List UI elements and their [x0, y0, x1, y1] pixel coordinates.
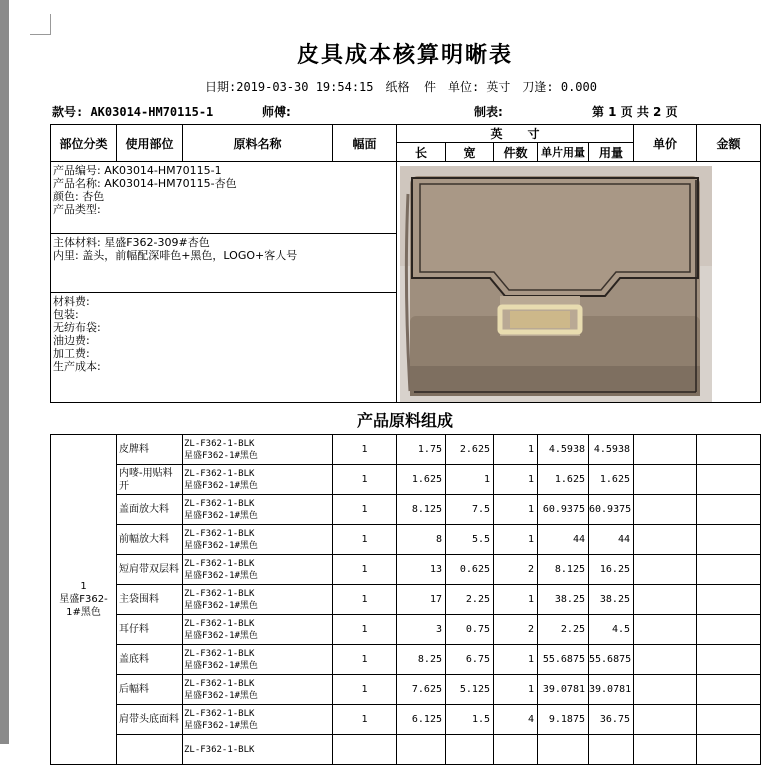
wid-cell: 2.25: [446, 585, 494, 615]
amount-cell: [697, 495, 761, 525]
product-color: 颜色: 杏色: [53, 190, 105, 203]
amount-cell: [697, 525, 761, 555]
count-cell: 1: [494, 645, 538, 675]
use-part-cell: 盖面放大料: [117, 495, 183, 525]
material-name-line: 星盛F362-1#黑色: [184, 510, 258, 521]
count-cell: 1: [494, 435, 538, 465]
usage-cell: [589, 735, 634, 765]
lining: 内里: 盖头，前幅配深啡色+黑色，LOGO+客人号: [53, 249, 298, 263]
use-part-cell: 皮牌料: [117, 435, 183, 465]
price-cell: [634, 615, 697, 645]
width-cell: 1: [333, 435, 397, 465]
material-info: [51, 234, 397, 292]
wid-cell: [446, 735, 494, 765]
use-part-cell: 耳仔料: [117, 615, 183, 645]
header-length: 长: [397, 143, 446, 162]
product-name: 产品名称: AK03014-HM70115-杏色: [53, 177, 237, 190]
use-part-cell: 肩带头底面料: [117, 705, 183, 735]
amount-cell: [697, 735, 761, 765]
section-title: 产品原料组成: [356, 411, 453, 430]
wid-cell: 0.625: [446, 555, 494, 585]
amount-cell: [697, 555, 761, 585]
usage-cell: 44: [589, 525, 634, 555]
usage-cell: 1.625: [589, 465, 634, 495]
table-row: [51, 675, 761, 705]
table-row: [51, 525, 761, 555]
material-name-line: ZL-F362-1-BLK: [184, 708, 255, 719]
table-row: [51, 495, 761, 525]
amount-cell: [697, 705, 761, 735]
use-part-cell: [117, 735, 183, 765]
width-cell: 1: [333, 555, 397, 585]
length-cell: 6.125: [397, 705, 446, 735]
width-cell: 1: [333, 705, 397, 735]
count-cell: 1: [494, 525, 538, 555]
amount-cell: [697, 435, 761, 465]
header-part: 部位分类: [51, 125, 117, 162]
single-usage-cell: 38.25: [538, 585, 589, 615]
wid-cell: 7.5: [446, 495, 494, 525]
use-part-cell: 内嘜-用贴料开: [117, 465, 183, 495]
usage-cell: 16.25: [589, 555, 634, 585]
wid-cell: 6.75: [446, 645, 494, 675]
amount-cell: [697, 465, 761, 495]
price-cell: [634, 555, 697, 585]
price-cell: [634, 435, 697, 465]
group-label-line: 星盛F362-: [59, 594, 108, 605]
width-cell: 1: [333, 615, 397, 645]
width-cell: 1: [333, 495, 397, 525]
count-cell: 1: [494, 585, 538, 615]
header-wid: 宽: [446, 143, 494, 162]
product-code: 产品编号: AK03014-HM70115-1: [53, 164, 222, 177]
cost-processing: 加工费:: [53, 346, 90, 360]
count-cell: 2: [494, 555, 538, 585]
page-left-margin-bar: [0, 0, 9, 744]
single-usage-cell: 39.0781: [538, 675, 589, 705]
length-cell: 17: [397, 585, 446, 615]
length-cell: 1.625: [397, 465, 446, 495]
table-row: [51, 615, 761, 645]
length-cell: [397, 735, 446, 765]
meta-paper: 纸格 件: [385, 80, 436, 94]
length-cell: 8.25: [397, 645, 446, 675]
material-name-line: ZL-F362-1-BLK: [184, 438, 255, 449]
material-cell: [183, 465, 333, 495]
count-cell: [494, 735, 538, 765]
table-row: [51, 735, 761, 765]
style-number: 款号: AK03014-HM70115-1: [52, 105, 214, 119]
wid-cell: 5.5: [446, 525, 494, 555]
material-name-line: ZL-F362-1-BLK: [184, 678, 255, 689]
material-name-line: 星盛F362-1#黑色: [184, 690, 258, 701]
summary-table: [50, 124, 761, 403]
material-name-line: 星盛F362-1#黑色: [184, 660, 258, 671]
width-cell: 1: [333, 465, 397, 495]
cost-info: [51, 292, 397, 402]
price-cell: [634, 525, 697, 555]
count-cell: 2: [494, 615, 538, 645]
material-cell: [183, 675, 333, 705]
single-usage-cell: 2.25: [538, 615, 589, 645]
group-label-line: 1: [80, 581, 87, 592]
material-name-line: ZL-F362-1-BLK: [184, 528, 255, 539]
maker-label: 制表:: [474, 105, 503, 119]
material-name-line: ZL-F362-1-BLK: [184, 618, 255, 629]
main-material: 主体材料: 星盛F362-309#杏色: [53, 236, 210, 250]
count-cell: 1: [494, 465, 538, 495]
wid-cell: 1: [446, 465, 494, 495]
meta-blade: 刀逢: 0.000: [522, 80, 597, 94]
header-width: 幅面: [333, 125, 397, 162]
price-cell: [634, 585, 697, 615]
table-row: [51, 465, 761, 495]
use-part-cell: 盖底料: [117, 645, 183, 675]
material-name-line: 星盛F362-1#黑色: [184, 480, 258, 491]
table-row: [51, 705, 761, 735]
length-cell: 1.75: [397, 435, 446, 465]
product-type: 产品类型:: [53, 203, 101, 216]
material-cell: [183, 525, 333, 555]
material-name-line: ZL-F362-1-BLK: [184, 744, 255, 755]
single-usage-cell: 8.125: [538, 555, 589, 585]
document-meta: [205, 78, 609, 95]
length-cell: 3: [397, 615, 446, 645]
material-name-line: 星盛F362-1#黑色: [184, 570, 258, 581]
width-cell: 1: [333, 525, 397, 555]
count-cell: 1: [494, 495, 538, 525]
usage-cell: 4.5938: [589, 435, 634, 465]
header-material: 原料名称: [183, 125, 333, 162]
header-usage: 用量: [589, 143, 634, 162]
material-cell: [183, 585, 333, 615]
master-label: 师傅:: [262, 105, 291, 119]
meta-date: 日期:2019-03-30 19:54:15: [205, 80, 374, 94]
amount-cell: [697, 585, 761, 615]
use-part-cell: 后幅料: [117, 675, 183, 705]
usage-cell: 39.0781: [589, 675, 634, 705]
price-cell: [634, 465, 697, 495]
meta-unit: 单位: 英寸: [447, 80, 511, 94]
length-cell: 8: [397, 525, 446, 555]
table-row: [51, 645, 761, 675]
wid-cell: 5.125: [446, 675, 494, 705]
usage-cell: 38.25: [589, 585, 634, 615]
length-cell: 7.625: [397, 675, 446, 705]
page-indicator: 第 1 页 共 2 页: [592, 105, 678, 119]
material-name-line: 星盛F362-1#黑色: [184, 720, 258, 731]
materials-table: [50, 434, 761, 765]
price-cell: [634, 495, 697, 525]
length-cell: 13: [397, 555, 446, 585]
single-usage-cell: 44: [538, 525, 589, 555]
single-usage-cell: 55.6875: [538, 645, 589, 675]
material-name-line: ZL-F362-1-BLK: [184, 498, 255, 509]
group-label: [51, 435, 117, 765]
table-row: [51, 555, 761, 585]
usage-cell: 36.75: [589, 705, 634, 735]
amount-cell: [697, 645, 761, 675]
price-cell: [634, 675, 697, 705]
material-cell: [183, 495, 333, 525]
material-name-line: 星盛F362-1#黑色: [184, 540, 258, 551]
width-cell: 1: [333, 585, 397, 615]
material-name-line: 星盛F362-1#黑色: [184, 630, 258, 641]
usage-cell: 4.5: [589, 615, 634, 645]
length-cell: 8.125: [397, 495, 446, 525]
header-single-usage: 单片用量: [538, 143, 589, 162]
single-usage-cell: [538, 735, 589, 765]
width-cell: 1: [333, 645, 397, 675]
handbag-photo: [400, 166, 712, 402]
materials-body: [51, 435, 761, 765]
material-name-line: ZL-F362-1-BLK: [184, 648, 255, 659]
single-usage-cell: 60.9375: [538, 495, 589, 525]
header-price: 单价: [634, 125, 697, 162]
wid-cell: 1.5: [446, 705, 494, 735]
product-info: [51, 162, 397, 234]
single-usage-cell: 9.1875: [538, 705, 589, 735]
header-amount: 金额: [697, 125, 761, 162]
wid-cell: 0.75: [446, 615, 494, 645]
material-cell: [183, 435, 333, 465]
header-count: 件数: [494, 143, 538, 162]
width-cell: 1: [333, 675, 397, 705]
cost-material: 材料费:: [53, 294, 90, 308]
single-usage-cell: 1.625: [538, 465, 589, 495]
material-name-line: ZL-F362-1-BLK: [184, 558, 255, 569]
header-inch-group: 英 寸: [397, 125, 634, 143]
material-cell: [183, 615, 333, 645]
width-cell: [333, 735, 397, 765]
material-name-line: ZL-F362-1-BLK: [184, 588, 255, 599]
price-cell: [634, 645, 697, 675]
table-row: [51, 585, 761, 615]
amount-cell: [697, 615, 761, 645]
header-use: 使用部位: [117, 125, 183, 162]
count-cell: 4: [494, 705, 538, 735]
material-name-line: ZL-F362-1-BLK: [184, 468, 255, 479]
table-row: [51, 435, 761, 465]
cost-packaging: 包装:: [53, 307, 79, 321]
use-part-cell: 短肩带双层料: [117, 555, 183, 585]
material-cell: [183, 735, 333, 765]
cost-production: 生产成本:: [53, 359, 101, 373]
product-photo-cell: [397, 162, 761, 403]
use-part-cell: 主袋围料: [117, 585, 183, 615]
usage-cell: 55.6875: [589, 645, 634, 675]
price-cell: [634, 705, 697, 735]
material-name-line: 星盛F362-1#黑色: [184, 600, 258, 611]
use-part-cell: 前幅放大料: [117, 525, 183, 555]
material-cell: [183, 555, 333, 585]
cost-nonwoven-bag: 无纺布袋:: [53, 320, 101, 334]
material-cell: [183, 645, 333, 675]
wid-cell: 2.625: [446, 435, 494, 465]
price-cell: [634, 735, 697, 765]
material-cell: [183, 705, 333, 735]
document-title: 皮具成本核算明晰表: [296, 43, 513, 68]
page-corner-mark: [30, 14, 51, 35]
single-usage-cell: 4.5938: [538, 435, 589, 465]
group-label-line: 1#黑色: [66, 607, 101, 618]
cost-edge-paint: 油边费:: [53, 333, 90, 347]
material-name-line: 星盛F362-1#黑色: [184, 450, 258, 461]
amount-cell: [697, 675, 761, 705]
usage-cell: 60.9375: [589, 495, 634, 525]
count-cell: 1: [494, 675, 538, 705]
